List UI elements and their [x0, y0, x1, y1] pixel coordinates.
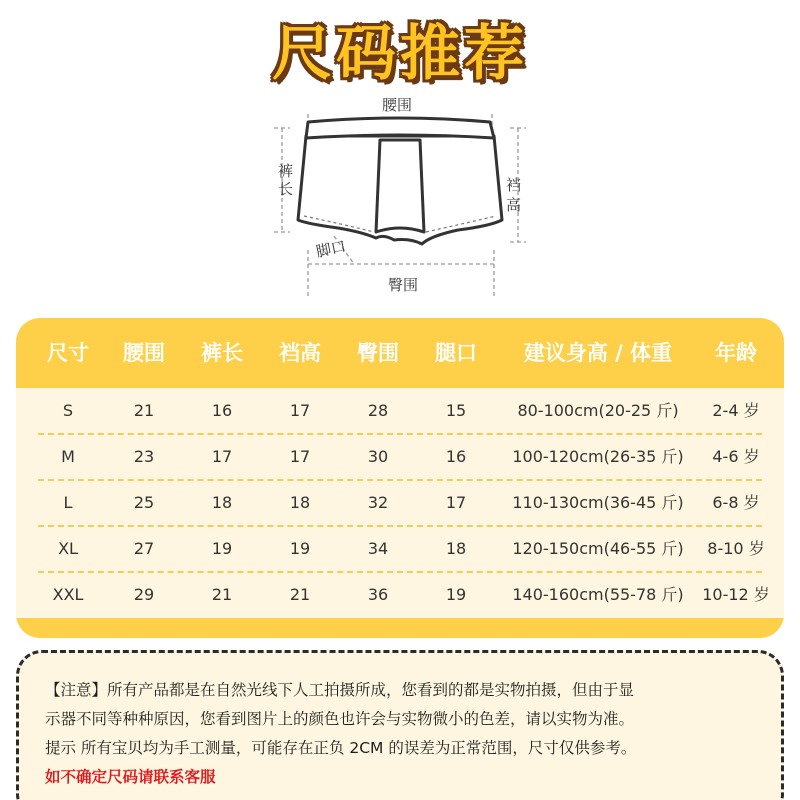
cell-hip: 34: [367, 539, 389, 558]
diagram-label-hip: 臀围: [388, 276, 419, 294]
cell-leg-opening: 19: [445, 585, 467, 604]
notice-line-1: 【注意】所有产品都是在自然光线下人工拍摄所成，您看到的都是实物拍摄，但由于显: [45, 681, 635, 699]
cell-size: XXL: [52, 585, 84, 604]
diagram-label-rise-top: 裆: [506, 176, 522, 194]
notice-line-3: 提示 所有宝贝均为手工测量，可能存在正负 2CM 的误差为正常范围，尺寸仅供参考。: [45, 739, 637, 757]
header-waist: 腰围: [123, 341, 165, 365]
cell-age: 4-6 岁: [712, 447, 760, 466]
cell-height-weight: 140-160cm(55-78 斤): [512, 585, 684, 604]
header-rise: 裆高: [279, 341, 321, 365]
cell-waist: 29: [133, 585, 155, 604]
cell-hip: 30: [367, 447, 389, 466]
table-row: [16, 388, 784, 434]
cell-age: 10-12 岁: [702, 585, 770, 604]
notice-box: [16, 650, 784, 800]
diagram-label-leg-opening: 脚口: [314, 237, 348, 261]
contact-service-note: 如不确定尺码请联系客服: [45, 768, 216, 786]
cell-length: 18: [211, 493, 233, 512]
cell-age: 8-10 岁: [707, 539, 765, 558]
header-length: 裤长: [201, 341, 243, 365]
cell-rise: 18: [289, 493, 311, 512]
diagram-label-length-top: 裤: [278, 162, 294, 180]
underwear-outline-icon: [262, 92, 538, 302]
cell-rise: 17: [289, 401, 311, 420]
header-leg-opening: 腿口: [435, 341, 477, 365]
cell-length: 19: [211, 539, 233, 558]
diagram-label-waist: 腰围: [382, 96, 413, 114]
header-size: 尺寸: [47, 341, 89, 365]
cell-height-weight: 110-130cm(36-45 斤): [512, 493, 684, 512]
cell-size: XL: [58, 539, 78, 558]
cell-rise: 21: [289, 585, 311, 604]
header-height-weight: 建议身高 / 体重: [523, 341, 673, 365]
cell-leg-opening: 17: [445, 493, 467, 512]
underwear-measurement-diagram: [262, 92, 538, 302]
cell-length: 16: [211, 401, 233, 420]
cell-waist: 21: [133, 401, 155, 420]
cell-hip: 32: [367, 493, 389, 512]
cell-height-weight: 120-150cm(46-55 斤): [512, 539, 684, 558]
cell-age: 2-4 岁: [712, 401, 760, 420]
cell-hip: 28: [367, 401, 389, 420]
table-row: [16, 480, 784, 526]
cell-leg-opening: 15: [445, 401, 467, 420]
table-row: [16, 526, 784, 572]
diagram-label-length-bottom: 长: [278, 180, 294, 198]
cell-height-weight: 80-100cm(20-25 斤): [517, 401, 679, 420]
cell-size: M: [61, 447, 75, 466]
page-title: 尺码推荐: [272, 19, 528, 89]
cell-size: S: [62, 401, 74, 420]
cell-leg-opening: 18: [445, 539, 467, 558]
cell-length: 17: [211, 447, 233, 466]
cell-waist: 23: [133, 447, 155, 466]
size-table: [16, 318, 784, 638]
size-table-body: [16, 388, 784, 618]
cell-hip: 36: [367, 585, 389, 604]
cell-leg-opening: 16: [445, 447, 467, 466]
table-row: [16, 434, 784, 480]
size-table-header: [16, 318, 784, 388]
table-row: [16, 572, 784, 618]
cell-waist: 25: [133, 493, 155, 512]
diagram-label-rise-bottom: 高: [506, 196, 522, 214]
header-age: 年龄: [715, 341, 757, 365]
cell-height-weight: 100-120cm(26-35 斤): [512, 447, 684, 466]
notice-line-2: 示器不同等种种原因，您看到图片上的颜色也许会与实物微小的色差，请以实物为准。: [45, 710, 635, 728]
cell-age: 6-8 岁: [712, 493, 760, 512]
cell-length: 21: [211, 585, 233, 604]
cell-waist: 27: [133, 539, 155, 558]
header-hip: 臀围: [357, 341, 399, 365]
cell-rise: 19: [289, 539, 311, 558]
cell-size: L: [63, 493, 73, 512]
cell-rise: 17: [289, 447, 311, 466]
